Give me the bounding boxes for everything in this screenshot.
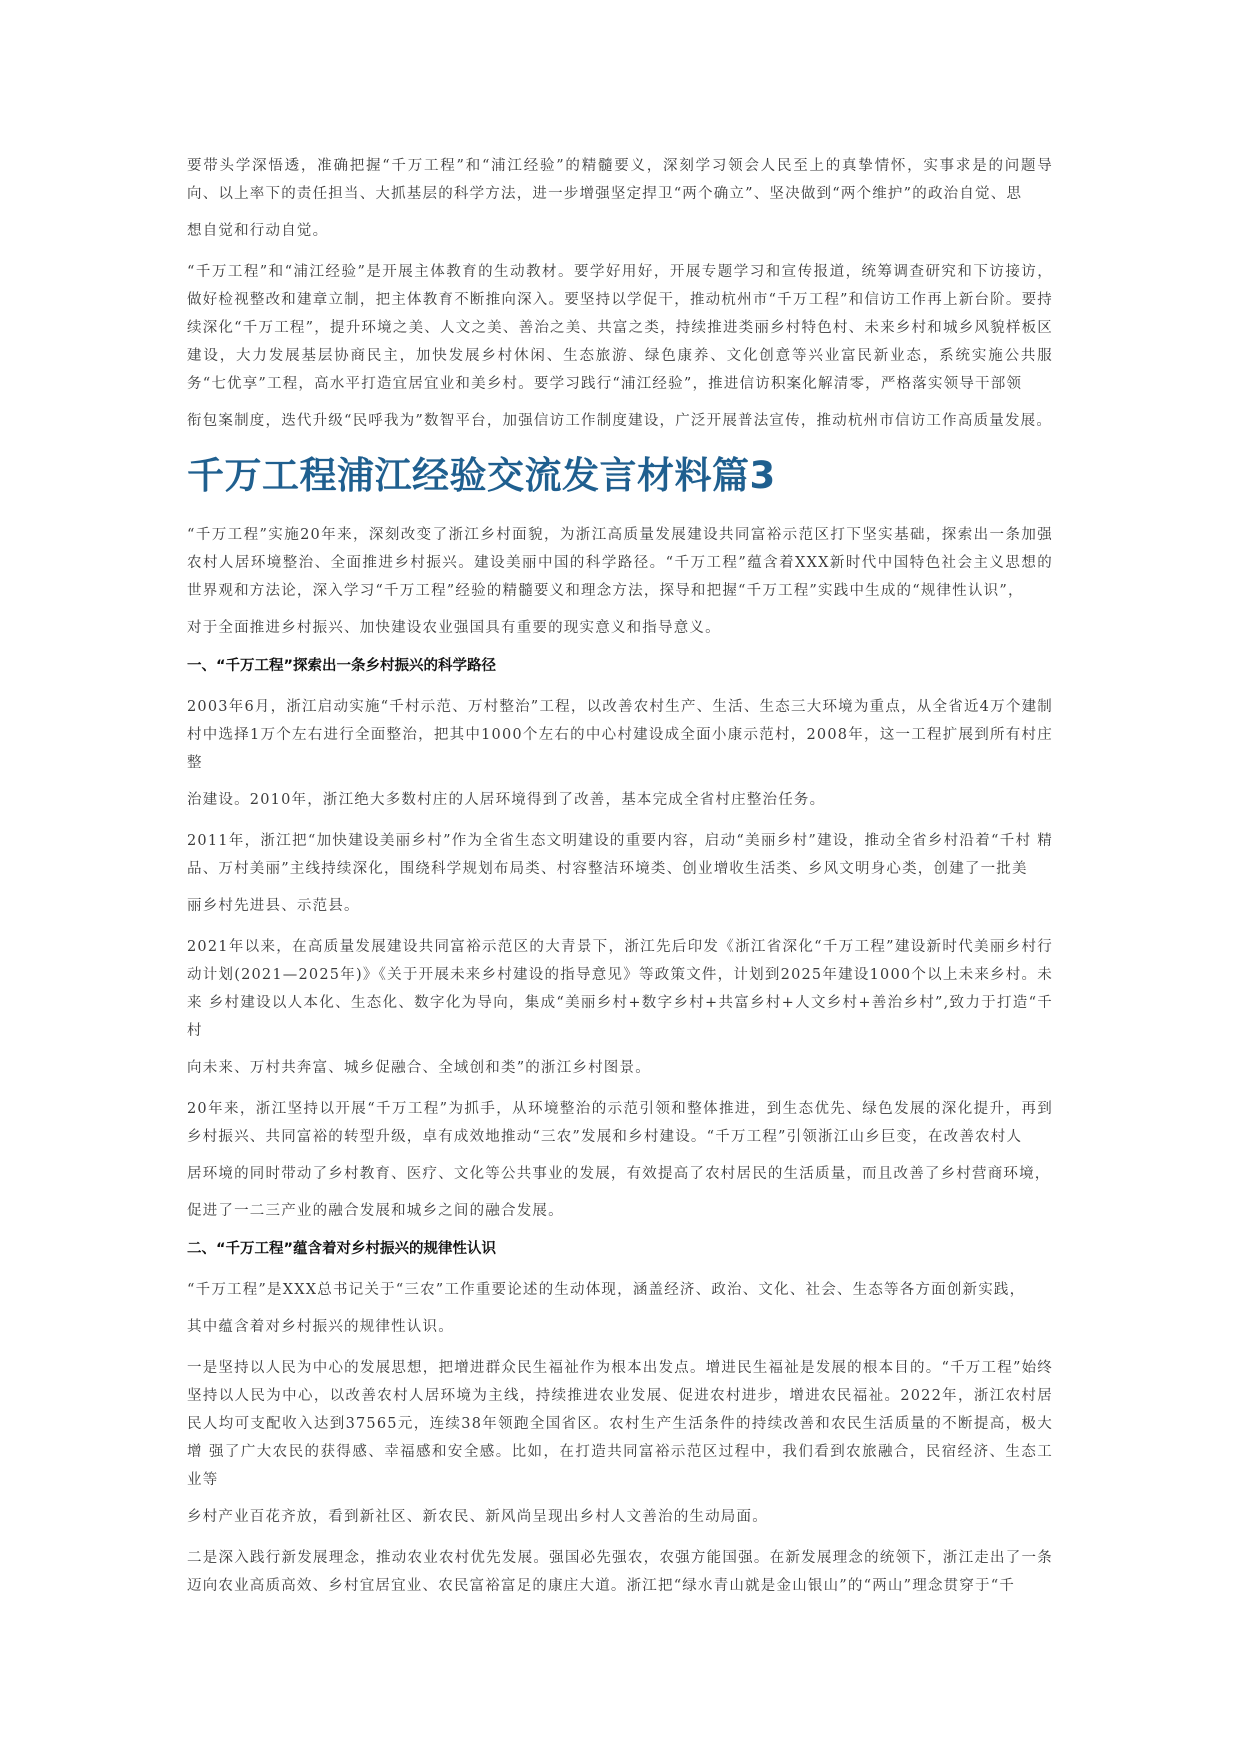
paragraph: 衔包案制度，迭代升级“民呼我为”数智平台，加强信访工作制度建设，广泛开展普法宣传，推动杭州市信访工作高质量发展。 bbox=[187, 413, 1053, 429]
paragraph: 对于全面推进乡村振兴、加快建设农业强国具有重要的现实意义和指导意义。 bbox=[187, 620, 721, 636]
section-heading-2: 二、“千万工程”蕴含着对乡村振兴的规律性认识 bbox=[187, 1241, 497, 1257]
document-content bbox=[187, 152, 1053, 1613]
paragraph: 其中蕴含着对乡村振兴的规律性认识。 bbox=[187, 1319, 454, 1335]
paragraph: 乡村产业百花齐放，看到新社区、新农民、新风尚呈现出乡村人文善治的生动局面。 bbox=[187, 1509, 768, 1525]
paragraph: “千万工程”和“浦江经验”是开展主体教育的生动教材。要学好用好，开展专题学习和宣传报道，统筹调查研究和下访接访，做好检视整改和建章立制，把主体教育不断推向深入。要坚持以学促干，推动杭州市“千万工程”和信访工作再上新台阶。要持续深化“千万工程”，提升环境之美、人文之美、善治之美、共富之类，持续推进类丽乡村特色村、未来乡村和城乡风貌样板区建设，大力发展基层协商民主，加快发展乡村休闲、生态旅游、绿色康养、文化创意等兴业富民新业态，系统实施公共服务“七优享”工程，高水平打造宜居宜业和美乡村。要学习践行“浦江经验”，推进信访积案化解清零，严格落实领导干部领 bbox=[187, 264, 1053, 392]
section-heading-1: 一、“千万工程”探索出一条乡村振兴的科学路径 bbox=[187, 658, 497, 674]
paragraph: 一是坚持以人民为中心的发展思想，把增进群众民生福祉作为根本出发点。增进民生福祉是发展的根本目的。“千万工程”始终坚持以人民为中心，以改善农村人居环境为主线，持续推进农业发展、促进农村进步，增进农民福祉。2022年，浙江农村居 民人均可支配收入达到37565元，连续38年领跑全国省区。农村生产生活条件的持续改善和农民生活质量的不断提高，极大增 强了广大农民的获得感、幸福感和安全感。比如，在打造共同富裕示范区过程中，我们看到农旅融合，民宿经济、生态工业等 bbox=[187, 1360, 1053, 1488]
paragraph: 治建设。2010年，浙江绝大多数村庄的人居环境得到了改善，基本完成全省村庄整治任务。 bbox=[187, 792, 826, 808]
page-title: 千万工程浦江经验交流发言材料篇3 bbox=[187, 454, 776, 497]
paragraph: “千万工程”是XXX总书记关于“三农”工作重要论述的生动体现，涵盖经济、政治、文化、社会、生态等各方面创新实践， bbox=[187, 1282, 1026, 1298]
paragraph: 向未来、万村共奔富、城乡促融合、全域创和类”的浙江乡村图景。 bbox=[187, 1060, 651, 1076]
paragraph: 二是深入践行新发展理念，推动农业农村优先发展。强国必先强农，农强方能国强。在新发展理念的统领下，浙江走出了一条迈向农业高质高效、乡村宜居宜业、农民富裕富足的康庄大道。浙江把“绿水青山就是金山银山”的“两山”理念贯穿于“千 bbox=[187, 1550, 1053, 1594]
paragraph: 居环境的同时带动了乡村教育、医疗、文化等公共事业的发展，有效提高了农村居民的生活质量，而且改善了乡村营商环境， bbox=[187, 1166, 1051, 1182]
paragraph: 2021年以来，在高质量发展建设共同富裕示范区的大青景下，浙江先后印发《浙江省深化“千万工程”建设新时代美丽乡村行 动计划(2021—2025年)》《关于开展未来乡村建设的指导意见》等政策文件，计划到2025年建设1000个以上未来乡村。未来 乡村建设以人本化、生态化、数字化为导向，集成“美丽乡村+数字乡村+共富乡村+人文乡村+善治乡村”,致力于打造“千村 bbox=[187, 939, 1053, 1039]
paragraph: 20年来，浙江坚持以开展“千万工程”为抓手，从环境整治的示范引领和整体推进，到生态优先、绿色发展的深化提升，再到 乡村振兴、共同富裕的转型升级，卓有成效地推动“三农”发展和乡村建设。“千万工程”引领浙江山乡巨变，在改善农村人 bbox=[187, 1101, 1053, 1145]
paragraph: 要带头学深悟透，准确把握“千万工程”和“浦江经验”的精髓要义，深刻学习领会人民至上的真挚情怀，实事求是的问题导向、以上率下的责任担当、大抓基层的科学方法，进一步增强坚定捍卫“两个确立”、坚决做到“两个维护”的政治自觉、思 bbox=[187, 158, 1053, 202]
paragraph: “千万工程”实施20年来，深刻改变了浙江乡村面貌，为浙江高质量发展建设共同富裕示范区打下坚实基础，探索出一条加强 农村人居环境整治、全面推进乡村振兴。建设美丽中国的科学路径。“千万工程”蕴含着XXX新时代中国特色社会主义思想的世界观和方法论，深入学习“千万工程”经验的精髓要义和理念方法，探导和把握“千万工程”实践中生成的“规律性认识”， bbox=[187, 527, 1053, 599]
paragraph: 想自觉和行动自觉。 bbox=[187, 223, 329, 239]
paragraph: 2003年6月，浙江启动实施“千村示范、万村整治”工程，以改善农村生产、生活、生态三大环境为重点，从全省近4万个建制 村中选择1万个左右进行全面整治，把其中1000个左右的中心村建设成全面小康示范村，2008年，这一工程扩展到所有村庄整 bbox=[187, 699, 1053, 771]
paragraph: 2011年，浙江把“加快建设美丽乡村”作为全省生态文明建设的重要内容，启动“美丽乡村”建设，推动全省乡村沿着“千村 精品、万村美丽”主线持续深化，围绕科学规划布局类、村容整洁环境类、创业增收生活类、乡风文明身心类，创建了一批美 bbox=[187, 833, 1053, 877]
paragraph: 促进了一二三产业的融合发展和城乡之间的融合发展。 bbox=[187, 1203, 564, 1219]
paragraph: 丽乡村先进县、示范县。 bbox=[187, 898, 360, 914]
